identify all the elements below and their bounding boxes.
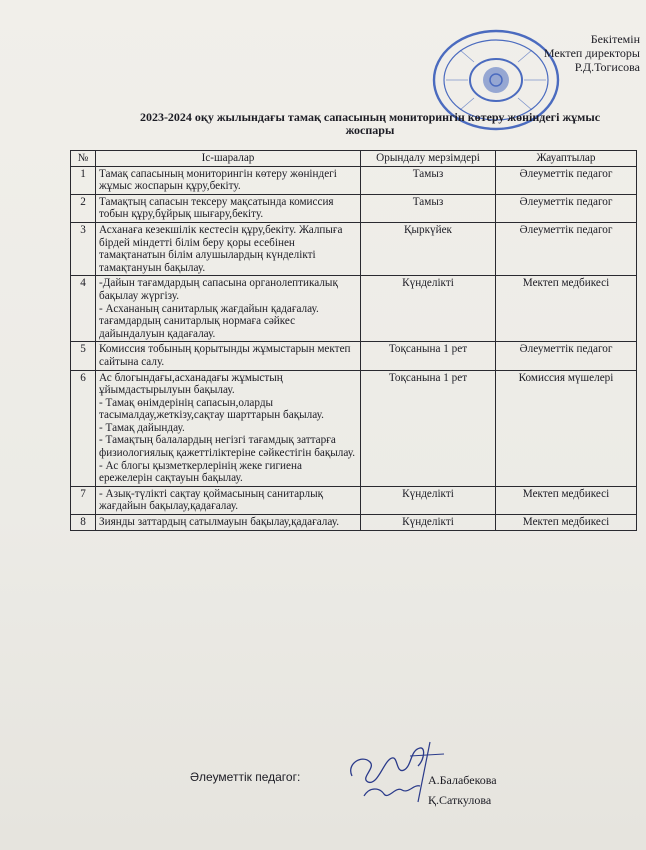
- row-number: 5: [71, 342, 96, 370]
- row-responsible: Мектеп медбикесі: [496, 515, 637, 531]
- row-number: 1: [71, 166, 96, 194]
- signature-role-label: Әлеуметтік педагог:: [190, 770, 301, 784]
- activity-line: Зиянды заттардың сатылмауын бақылау,қадағалау.: [99, 516, 340, 529]
- row-responsible: Мектеп медбикесі: [496, 276, 637, 342]
- activity-line: - Ас блогы қызметкерлерінің жеке гигиена ережелерін сақтауын бақылау.: [99, 459, 302, 485]
- row-deadline: Қыркүйек: [361, 222, 496, 275]
- row-activity: [96, 370, 361, 486]
- activity-line: Тамақтың сапасын тексеру мақсатында комиссия тобын құру,бұйрық шығару,бекіту.: [99, 195, 334, 221]
- row-number: 3: [71, 222, 96, 275]
- row-number: 8: [71, 515, 96, 531]
- row-activity: [96, 222, 361, 275]
- row-activity: [96, 515, 361, 531]
- table-row: [71, 515, 637, 531]
- approval-block: [470, 32, 640, 74]
- activity-line: - Асхананың санитарлық жағдайын қадағалау. тағамдардың санитарлық нормаға сәйкес дайындалуын қадағалау.: [99, 302, 319, 340]
- row-responsible: Комиссия мүшелері: [496, 370, 637, 486]
- row-deadline: Тоқсанына 1 рет: [361, 342, 496, 370]
- activity-line: - Тамақ дайындау.: [99, 421, 185, 434]
- table-row: [71, 194, 637, 222]
- header-responsible: Жауаптылар: [496, 151, 637, 167]
- activity-line: Тамақ сапасының мониторингін көтеру жөніндегі жұмыс жоспарын құру,бекіту.: [99, 167, 337, 193]
- table-row: [71, 370, 637, 486]
- header-deadlines: Орындалу мерзімдері: [361, 151, 496, 167]
- document-title: 2023-2024 оқу жылындағы тамақ сапасының мониторингін көтеру жөніндегі жұмыс жоспары: [139, 110, 601, 137]
- row-number: 6: [71, 370, 96, 486]
- row-responsible: Мектеп медбикесі: [496, 486, 637, 514]
- row-responsible: Әлеуметтік педагог: [496, 194, 637, 222]
- activity-line: Асханаға кезекшілік кестесін құру,бекіту. Жалпыға бірдей міндетті білім беру қоры есебінен тамақтанатын білім алушылардың күнделікті тамақтануын бақылау.: [99, 223, 343, 274]
- activity-line: -Дайын тағамдардың сапасына органолептикалық бақылау жүргізу.: [99, 277, 338, 302]
- row-deadline: Тамыз: [361, 194, 496, 222]
- signer-name-2: Қ.Саткулова: [428, 793, 492, 807]
- table-row: [71, 222, 637, 275]
- row-deadline: Күнделікті: [361, 276, 496, 342]
- row-activity: [96, 166, 361, 194]
- row-number: 2: [71, 194, 96, 222]
- row-responsible: Әлеуметтік педагог: [496, 166, 637, 194]
- row-activity: [96, 342, 361, 370]
- row-activity: [96, 486, 361, 514]
- activity-line: Ас блогындағы,асханадағы жұмыстың ұйымдастырылуын бақылау.: [99, 371, 283, 397]
- row-number: 4: [71, 276, 96, 342]
- activity-line: Комиссия тобының қорытынды жұмыстарын мектеп сайтына салу.: [99, 343, 351, 368]
- row-deadline: Күнделікті: [361, 515, 496, 531]
- table-row: [71, 342, 637, 370]
- approval-line-2: Мектеп директоры: [543, 46, 640, 60]
- table-row: [71, 276, 637, 342]
- work-plan-table: [70, 150, 637, 531]
- row-number: 7: [71, 486, 96, 514]
- row-responsible: Әлеуметтік педагог: [496, 222, 637, 275]
- table-header-row: [71, 151, 637, 167]
- activity-line: - Тамақтың балалардың негізгі тағамдық заттарға физиологиялық қажеттіліктеріне сәйкестігін бақылау.: [99, 434, 356, 460]
- row-deadline: Тоқсанына 1 рет: [361, 370, 496, 486]
- activity-line: - Азық-түлікті сақтау қоймасының санитарлық жағдайын бақылау,қадағалау.: [99, 487, 324, 513]
- table-row: [71, 166, 637, 194]
- row-deadline: Күнделікті: [361, 486, 496, 514]
- table-row: [71, 486, 637, 514]
- row-activity: [96, 194, 361, 222]
- header-activities: Іс-шаралар: [96, 151, 361, 167]
- approval-line-3: Р.Д.Тогисова: [574, 60, 640, 74]
- approval-line-1: Бекітемін: [590, 32, 640, 46]
- row-deadline: Тамыз: [361, 166, 496, 194]
- header-number: №: [71, 151, 96, 167]
- signer-name-1: А.Балабекова: [428, 773, 497, 787]
- signature-names: [428, 770, 497, 810]
- activity-line: - Тамақ өнімдерінің сапасын,оларды тасымалдау,жеткізу,сақтау шарттарын бақылау.: [99, 396, 324, 422]
- row-activity: [96, 276, 361, 342]
- row-responsible: Әлеуметтік педагог: [496, 342, 637, 370]
